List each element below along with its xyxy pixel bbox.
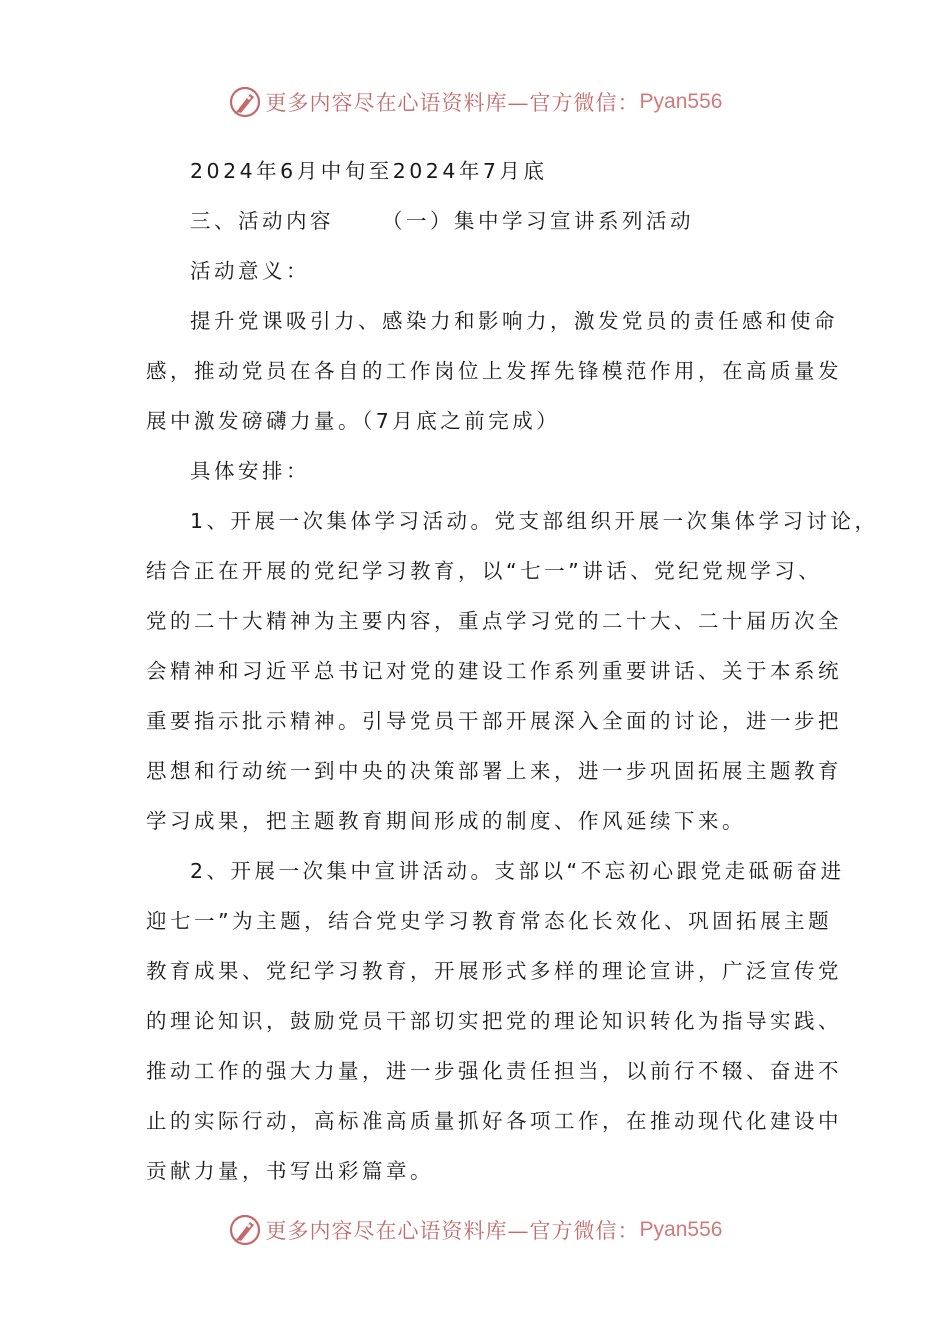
document-body [146, 146, 879, 1196]
arrangement-label: 具体安排： [190, 459, 310, 483]
item2-paragraph-line: 的理论知识，鼓励党员干部切实把党的理论知识转化为指导实践、 [146, 1009, 842, 1033]
item2-paragraph-line: 教育成果、党纪学习教育，开展形式多样的理论宣讲，广泛宣传党 [146, 959, 842, 983]
pen-nib-logo-icon [228, 1213, 262, 1247]
item1-paragraph-line: 会精神和习近平总书记对党的建设工作系列重要讲话、关于本系统 [146, 659, 842, 683]
item2-paragraph-line: 止的实际行动，高标准高质量抓好各项工作，在推动现代化建设中 [146, 1109, 842, 1133]
item1-paragraph-line: 结合正在开展的党纪学习教育，以“七一”讲话、党纪党规学习、 [146, 559, 823, 583]
header-watermark-banner [0, 82, 950, 122]
footer-watermark-banner [0, 1210, 950, 1250]
significance-paragraph-line: 感，推动党员在各自的工作岗位上发挥先锋模范作用，在高质量发 [146, 359, 842, 383]
significance-label: 活动意义： [190, 259, 310, 283]
section-heading-line [146, 196, 810, 246]
date-range-line: 2024年6月中旬至2024年7月底 [190, 159, 548, 183]
section-heading: 三、活动内容 [190, 209, 334, 233]
pen-nib-logo-icon [228, 85, 262, 119]
item1-paragraph-line: 学习成果，把主题教育期间形成的制度、作风延续下来。 [146, 809, 746, 833]
item1-paragraph-line: 党的二十大精神为主要内容，重点学习党的二十大、二十届历次全 [146, 609, 842, 633]
item2-paragraph-line: 迎七一”为主题，结合党史学习教育常态化长效化、巩固拓展主题 [146, 909, 833, 933]
banner-wechat-id: Pyan556 [639, 1218, 723, 1241]
banner-text: 更多内容尽在心语资料库—官方微信： [265, 91, 640, 115]
banner-text: 更多内容尽在心语资料库—官方微信： [265, 1219, 640, 1243]
significance-paragraph-line: 提升党课吸引力、感染力和影响力，激发党员的责任感和使命 [190, 309, 838, 333]
item2-paragraph-line: 贡献力量，书写出彩篇章。 [146, 1159, 434, 1183]
item2-paragraph-line: 推动工作的强大力量，进一步强化责任担当，以前行不辍、奋进不 [146, 1059, 842, 1083]
item2-paragraph-line: 2、开展一次集中宣讲活动。支部以“不忘初心跟党走砥砺奋进 [190, 859, 845, 883]
subsection-heading: （一）集中学习宣讲系列活动 [382, 209, 694, 233]
significance-paragraph-line: 展中激发磅礴力量。（7月底之前完成） [146, 409, 561, 433]
item1-paragraph-line: 重要指示批示精神。引导党员干部开展深入全面的讨论，进一步把 [146, 709, 842, 733]
banner-wechat-id: Pyan556 [639, 90, 723, 113]
item1-paragraph-line: 1、开展一次集体学习活动。党支部组织开展一次集体学习讨论， [190, 509, 879, 533]
item1-paragraph-line: 思想和行动统一到中央的决策部署上来，进一步巩固拓展主题教育 [146, 759, 842, 783]
